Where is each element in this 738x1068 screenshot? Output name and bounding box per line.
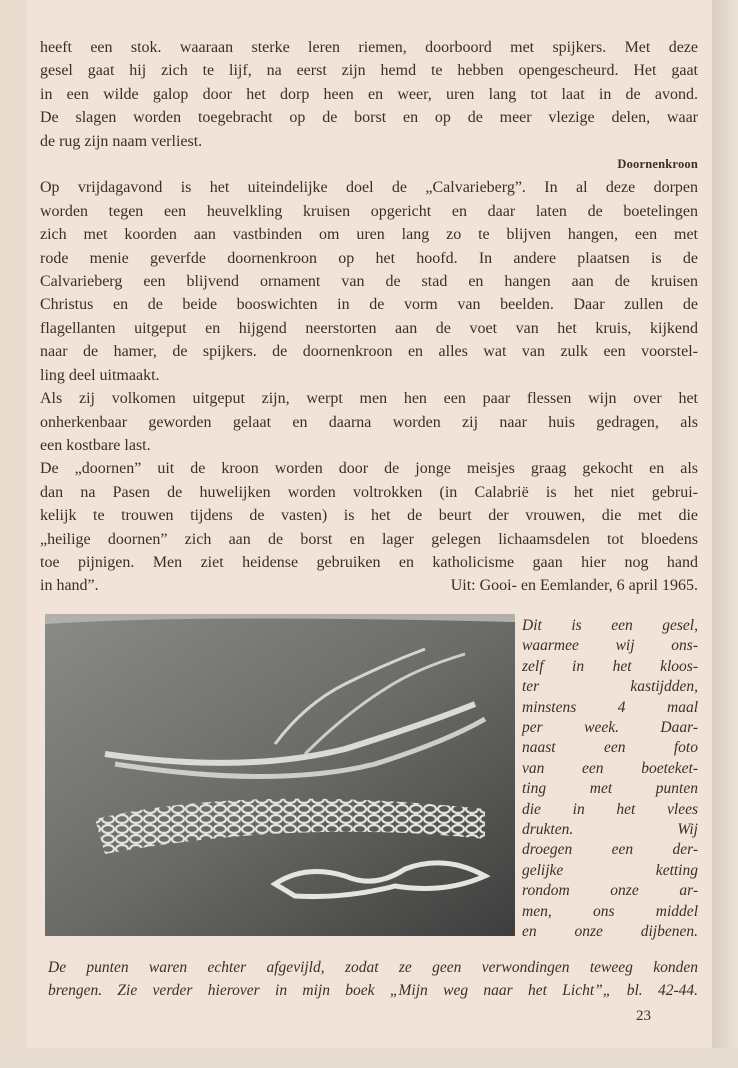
text-line: rode menie geverfde doornenkroon op het hoofd. In andere plaatsen is de [40, 249, 698, 267]
text-line: Christus en de beide booswichten in de vorm van beelden. Daar zullen de [40, 296, 698, 314]
text-line: in een wilde galop door het dorp heen en weer, uren lang tot laat in de avond. [40, 85, 698, 103]
text-line: flagellanten uitgeput en hijgend neerstorten aan de voet van het kruis, kijkend [40, 319, 698, 337]
photo-scourge-and-chain [45, 614, 515, 936]
text-line: de rug zijn naam verliest. [40, 132, 203, 150]
caption-line: gelijke ketting [522, 861, 698, 879]
section-heading: Doornenkroon [617, 157, 698, 172]
source-citation: Uit: Gooi- en Eemlander, 6 april 1965. [450, 577, 698, 595]
text-line: kelijk te trouwen tijdens de vasten) is het de beurt der vrouwen, die met die [40, 507, 698, 525]
text-line: De slagen worden toegebracht op de borst en op de meer vlezige delen, waar [40, 109, 698, 127]
photo-side-caption [522, 616, 698, 943]
photo-image [45, 614, 515, 936]
text-line: Op vrijdagavond is het uiteindelijke doel de „Calvarieberg”. In al deze dorpen [40, 179, 698, 197]
caption-line: ter kastijdden, [522, 678, 698, 696]
text-line: heeft een stok. waaraan sterke leren riemen, doorboord met spijkers. Met deze [40, 39, 698, 56]
caption-line: rondom onze ar- [522, 882, 698, 900]
caption-line: De punten waren echter afgevijld, zodat ze geen verwondingen teweeg konden [48, 959, 698, 976]
text-line: naar de hamer, de spijkers. de doornenkroon en alles wat van zulk een voorstel- [40, 343, 698, 361]
caption-line: droegen een der- [522, 841, 698, 859]
text-line: ling deel uitmaakt. [40, 366, 160, 384]
page-edge-bottom [0, 1048, 738, 1068]
caption-line: die in het vlees [522, 800, 698, 818]
caption-line: van een boeteket- [522, 759, 698, 777]
text-line: gesel gaat hij zich te lijf, na eerst zijn hemd te hebben opengescheurd. Het gaat [40, 62, 698, 80]
caption-line: Dit is een gesel, [522, 617, 698, 634]
caption-line: en onze dijbenen. [522, 923, 698, 941]
text-line: De „doornen” uit de kroon worden door de jonge meisjes graag gekocht en als [40, 460, 698, 478]
article-text [40, 36, 698, 598]
page-number: 23 [636, 1008, 651, 1024]
text-line: toe pijnigen. Men ziet heidense gebruiken en katholicisme gaan hier nog hand [40, 553, 698, 571]
caption-line: brengen. Zie verder hierover in mijn boek „Mijn weg naar het Licht”„ bl. 42-44. [48, 982, 698, 999]
text-line: zich met koorden aan vastbinden om uren lang zo te blijven hangen, een met [40, 226, 698, 244]
caption-line: minstens 4 maal [522, 698, 698, 716]
text-line: worden tegen een heuvelkling kruisen opgericht en daar laten de boetelingen [40, 202, 698, 220]
caption-line: ting met punten [522, 780, 698, 798]
text-line: onherkenbaar geworden gelaat en daarna worden zij naar huis gedragen, als [40, 413, 698, 431]
caption-line: naast een foto [522, 739, 698, 757]
photo-bottom-caption [48, 956, 698, 1002]
text-line: dan na Pasen de huwelijken worden voltrokken (in Calabrië is het niet gebrui- [40, 483, 698, 501]
text-line: Calvarieberg een blijvend ornament van de stad en hangen aan de kruisen [40, 273, 698, 291]
text-line: Als zij volkomen uitgeput zijn, werpt men hen een paar flessen wijn over het [40, 390, 698, 408]
caption-line: men, ons middel [522, 902, 698, 920]
caption-line: drukten. Wij [522, 821, 698, 839]
page-edge [712, 0, 738, 1068]
text-fragment: in hand”. [40, 577, 99, 595]
text-line [40, 574, 698, 597]
text-line: een kostbare last. [40, 436, 151, 454]
caption-line: waarmee wij ons- [522, 637, 698, 655]
text-line: „heilige doornen” zich aan de borst en lager gelegen lichaamsdelen tot bloedens [40, 530, 698, 548]
caption-line: zelf in het kloos- [522, 657, 698, 675]
caption-line: per week. Daar- [522, 719, 698, 737]
